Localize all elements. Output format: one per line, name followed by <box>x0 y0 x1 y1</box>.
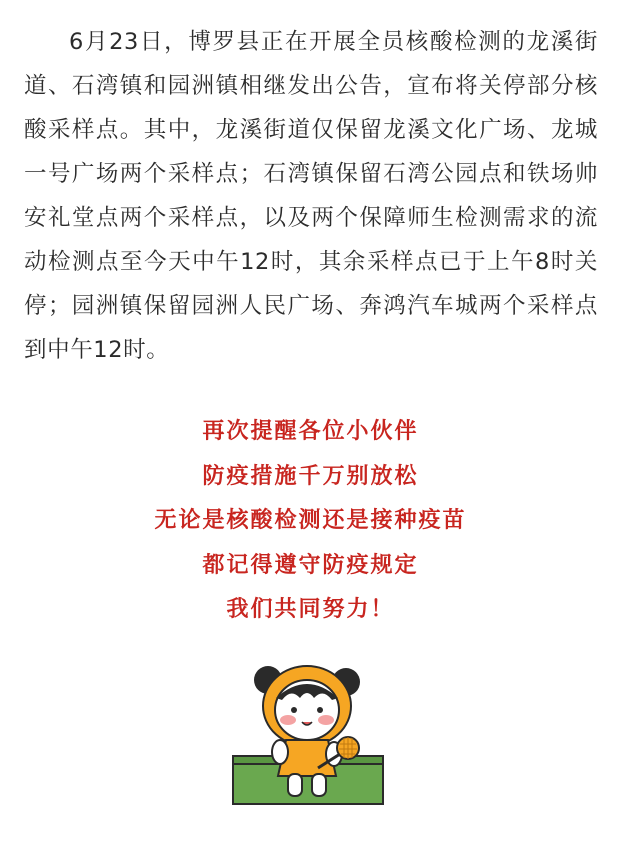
reminder-line-4: 都记得遵守防疫规定 <box>202 552 419 578</box>
reminder-line-2: 防疫措施千万别放松 <box>202 463 419 489</box>
article-body <box>24 20 598 372</box>
reminder-line-3: 无论是核酸检测还是接种疫苗 <box>154 508 467 533</box>
reminder-line-5: 我们共同努力！ <box>226 597 395 622</box>
reminder-line-1: 再次提醒各位小伙伴 <box>202 419 419 444</box>
article-paragraph: 6月23日，博罗县正在开展全员核酸检测的龙溪街道、石湾镇和园洲镇相继发出公告，宣布将关停部分核酸采样点。其中，龙溪街道仅保留龙溪文化广场、龙城一号广场两个采样点；石湾镇保留石湾公园点和铁场帅安礼堂点两个采样点，以及两个保障师生检测需求的流动检测点至今天中午12时，其余采样点已于上午8时关停；园洲镇保留园洲人民广场、奔鸿汽车城两个采样点到中午12时。 <box>24 29 598 363</box>
mascot-girl-icon <box>228 658 388 808</box>
reminder-block <box>0 410 621 633</box>
